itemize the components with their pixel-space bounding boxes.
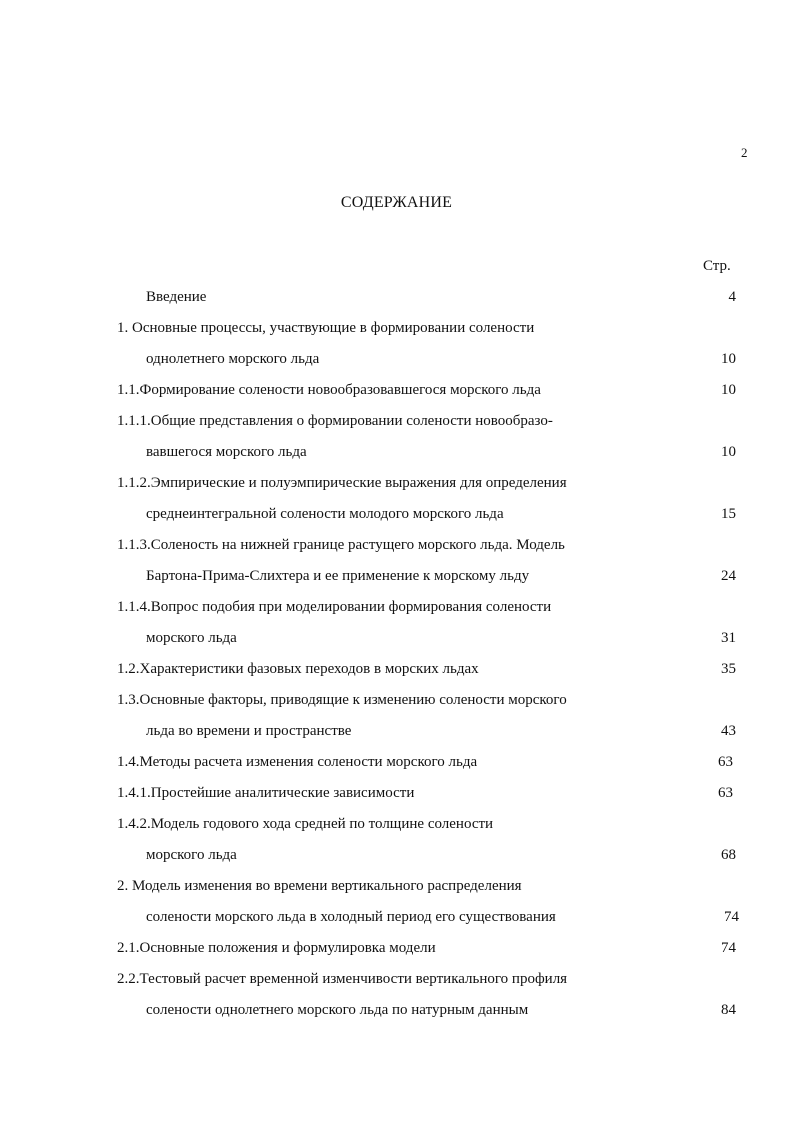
toc-entry-text: 1.1.Формирование солености новообразовавшегося морского льда: [117, 382, 541, 398]
page-number: 2: [741, 145, 748, 160]
toc-entry-page: 84: [721, 1002, 736, 1018]
toc-entry-page: 15: [721, 506, 736, 522]
toc-entry-page: 10: [721, 444, 736, 460]
toc-entry-text: 1.3.Основные факторы, приводящие к изменению солености морского: [117, 692, 567, 708]
toc-entry-page: 63: [718, 785, 733, 801]
toc-entry-page: 63: [718, 754, 733, 770]
toc-entry-page: 35: [721, 661, 736, 677]
toc-entry-page: 24: [721, 568, 736, 584]
toc-entry-page: 43: [721, 723, 736, 739]
toc-entry-text: морского льда: [146, 847, 237, 863]
toc-entry-page: 74: [721, 940, 736, 956]
toc-entry-text: льда во времени и пространстве: [146, 723, 352, 739]
toc-entry-text: 1.1.3.Соленость на нижней границе растущего морского льда. Модель: [117, 537, 565, 553]
toc-entry-text: среднеинтегральной солености молодого морского льда: [146, 506, 504, 522]
toc-entry-text: 1.1.2.Эмпирические и полуэмпирические выражения для определения: [117, 475, 567, 491]
toc-entry-text: 1. Основные процессы, участвующие в формировании солености: [117, 320, 535, 336]
toc-entry-text: морского льда: [146, 630, 237, 646]
toc-entry-text: 1.4.1.Простейшие аналитические зависимости: [117, 785, 415, 801]
toc-entry-page: 74: [724, 909, 739, 925]
page-title: СОДЕРЖАНИЕ: [340, 194, 453, 211]
toc-entry-text: 1.2.Характеристики фазовых переходов в морских льдах: [117, 661, 479, 677]
toc-entry-text: 2. Модель изменения во времени вертикального распределения: [117, 878, 522, 894]
toc-entry-text: 1.1.4.Вопрос подобия при моделировании формирования солености: [117, 599, 552, 615]
toc-entry-text: 1.1.1.Общие представления о формировании солености новообразо-: [117, 413, 553, 429]
toc-entry-page: 31: [721, 630, 736, 646]
toc-entry-text: 2.1.Основные положения и формулировка модели: [117, 940, 436, 956]
toc-entry-page: 10: [721, 351, 736, 367]
toc-entry-page: 4: [728, 289, 736, 305]
toc-entry-text: однолетнего морского льда: [146, 351, 320, 367]
toc-entry-text: 2.2.Тестовый расчет временной изменчивости вертикального профиля: [117, 971, 568, 987]
toc-entry-text: солености однолетнего морского льда по натурным данным: [146, 1002, 529, 1018]
toc-entry-text: 1.4.2.Модель годового хода средней по толщине солености: [117, 816, 494, 832]
toc-entry-text: солености морского льда в холодный период его существования: [146, 909, 556, 925]
toc-entry-text: вавшегося морского льда: [146, 444, 307, 460]
toc-entry-text: 1.4.Методы расчета изменения солености морского льда: [117, 754, 478, 770]
toc-entry-text: Введение: [146, 289, 207, 305]
pages-column-label: Стр.: [703, 258, 731, 274]
toc-entry-page: 10: [721, 382, 736, 398]
toc-entry-text: Бартона-Прима-Слихтера и ее применение к морскому льду: [146, 568, 530, 584]
toc-entry-page: 68: [721, 847, 736, 863]
